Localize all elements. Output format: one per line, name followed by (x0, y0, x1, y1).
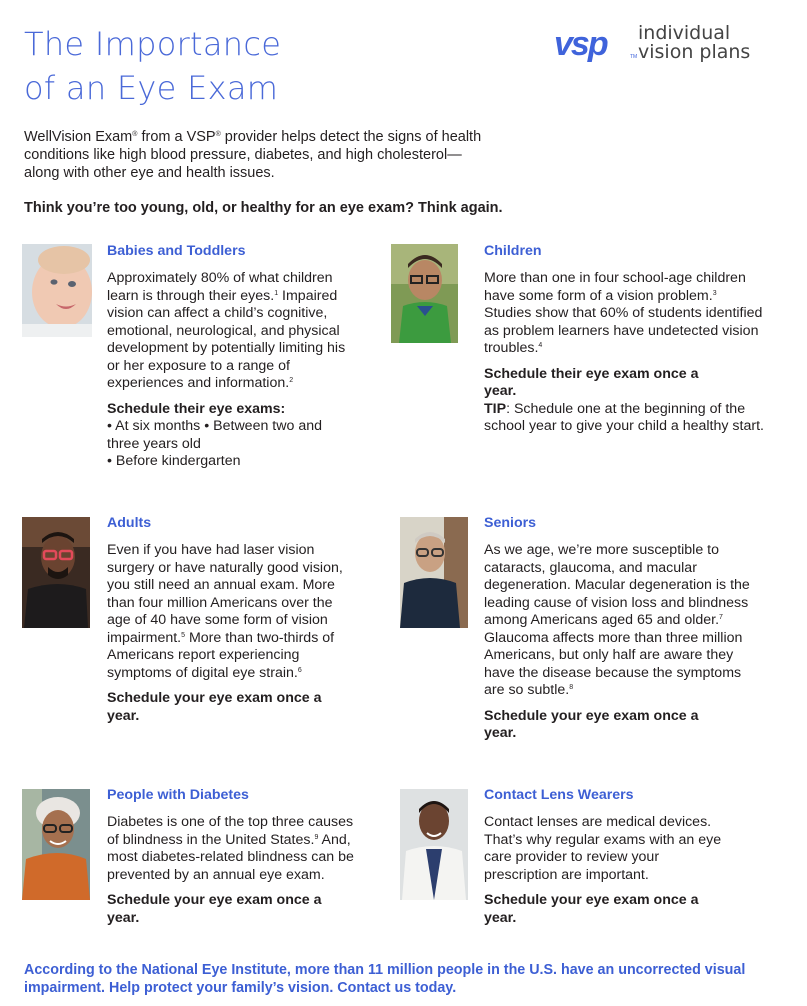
section-adults (107, 515, 357, 725)
section-body: More than one in four school-age children have some form of a vision problem.$^3$ Studies show that 60% of students identified as problem learners have undetected vision troubles.$^4$ (484, 270, 763, 356)
section-heading: Adults (107, 515, 152, 531)
footer-callout: According to the National Eye Institute, more than 11 million people in the U.S. have an uncorrected visual impairment. Help protect your family’s vision. Contact us today. (24, 962, 746, 996)
section-heading: Babies and Toddlers (107, 243, 246, 259)
section-babies (107, 243, 357, 471)
contact-lens-photo (400, 789, 468, 900)
page-title-line-1: The Importance (24, 25, 282, 63)
section-body: Diabetes is one of the top three causes of blindness in the United States.$^9$ And, most diabetes-related blindness can be prevented by an annual eye exam. (107, 814, 354, 883)
schedule-label: Schedule their eye exams: (107, 400, 286, 417)
vsp-logo-text (638, 24, 750, 62)
section-heading: People with Diabetes (107, 787, 249, 803)
schedule-label: Schedule your eye exam once a year. (107, 690, 322, 724)
schedule-list: • At six months • Between two and three years old • Before kindergarten (107, 418, 322, 469)
schedule-label: Schedule your eye exam once a year. (107, 892, 322, 926)
senior-photo (400, 517, 468, 628)
page-title (24, 22, 281, 110)
section-body: Even if you have had laser vision surgery or have naturally good vision, you still need an annual exam. More than four million Americans over the age of 40 have some form of vision impairment.$^5$ More than two-thirds of Americans report experiencing symptoms of digital eye strain.$^6$ (107, 542, 343, 681)
page-title-line-2: of an Eye Exam (24, 69, 279, 107)
child-photo (391, 244, 458, 343)
section-heading: Seniors (484, 515, 537, 531)
diabetes-photo (22, 789, 90, 900)
section-heading: Children (484, 243, 542, 259)
section-diabetes (107, 787, 357, 927)
tip: TIP: Schedule one at the beginning of the school year to give your child a healthy start. (484, 400, 764, 434)
vsp-logo (554, 22, 794, 68)
section-contacts (484, 787, 764, 927)
section-seniors (484, 515, 764, 743)
adult-photo (22, 517, 90, 628)
vsp-logo-tm: TM (630, 54, 638, 60)
vsp-logo-line-2: vision plans (638, 41, 751, 63)
section-body: Approximately 80% of what children learn is through their eyes.$^1$ Impaired vision can affect a child’s cognitive, emotional, neurological, and physical development by potentially limiting his or her exposure to a range of experiences and information.$^2$ (107, 270, 346, 391)
schedule-label: Schedule your eye exam once a year. (484, 892, 699, 926)
section-children (484, 243, 764, 436)
vsp-logo-line-1: individual (638, 22, 731, 44)
lead-statement: Think you’re too young, old, or healthy for an eye exam? Think again. (24, 200, 503, 216)
vsp-logo-mark: vsp (554, 25, 607, 63)
schedule-label: Schedule your eye exam once a year. (484, 707, 699, 741)
section-body: Contact lenses are medical devices. That’s why regular exams with an eye care provider to review your prescription are important. (484, 814, 722, 883)
intro-paragraph: WellVision Exam® from a VSP® provider helps detect the signs of health conditions like high blood pressure, diabetes, and high cholesterol—along with other eye and health issues. (24, 129, 482, 181)
section-body: As we age, we’re more susceptible to cataracts, glaucoma, and macular degeneration. Macular degeneration is the leading cause of vision loss and blindness among Americans aged 65 and older.$^7$ Glaucoma affects more than three million Americans, but only half are aware they have the disease because the symptoms are so subtle.$^8$ (484, 542, 750, 698)
section-heading: Contact Lens Wearers (484, 787, 634, 803)
baby-photo (22, 244, 92, 337)
schedule-label: Schedule their eye exam once a year. (484, 365, 699, 399)
